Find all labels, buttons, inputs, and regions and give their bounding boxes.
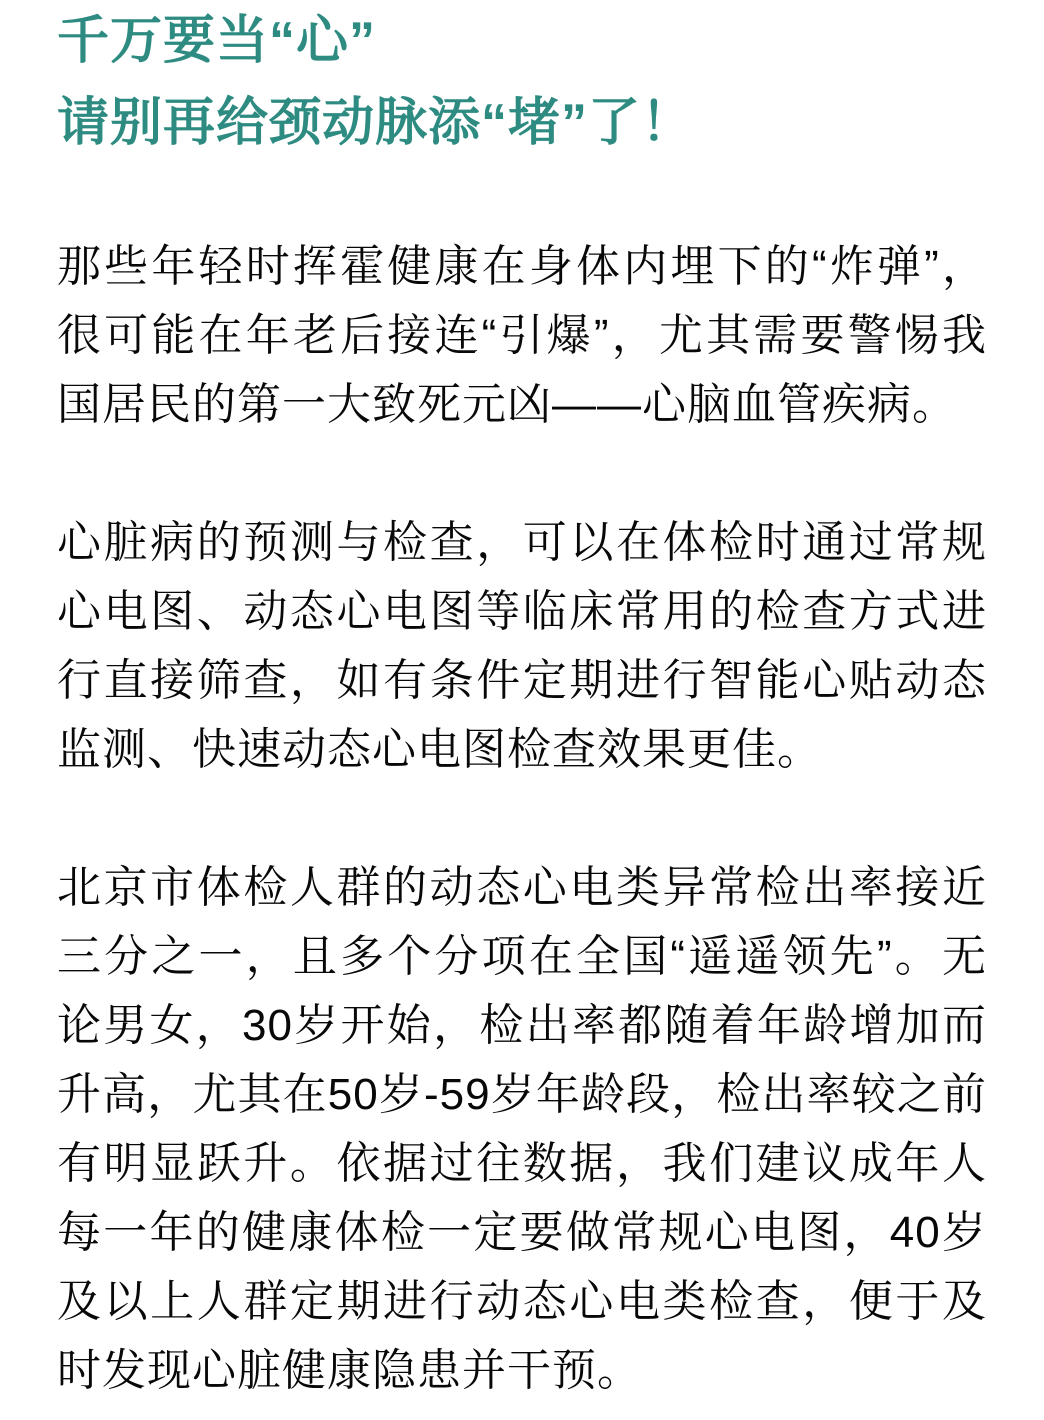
article-title-line2: 请别再给颈动脉添“堵”了！ <box>57 94 695 152</box>
article-title-line1: 千万要当“心” <box>57 12 377 70</box>
paragraph-beijing-statistics-advice: 北京市体检人群的动态心电类异常检出率接近三分之一，且多个分项在全国“遥遥领先”。无论男女，30岁开始，检出率都随着年龄增加而升高，尤其在50岁-59岁年龄段，检出率较之前有明显跃升。依据过往数据，我们建议成年人每一年的健康体检一定要做常规心电图，40岁及以上人群定期进行动态心电类检查，便于及时发现心脏健康隐患并干预。 <box>57 863 987 1395</box>
article-title <box>57 0 987 164</box>
paragraph-intro-bomb-metaphor: 那些年轻时挥霍健康在身体内埋下的“炸弹”，很可能在年老后接连“引爆”，尤其需要警惕我国居民的第一大致死元凶——心脑血管疾病。 <box>57 242 987 429</box>
paragraph-screening-methods: 心脏病的预测与检查，可以在体检时通过常规心电图、动态心电图等临床常用的检查方式进行直接筛查，如有条件定期进行智能心贴动态监测、快速动态心电图检查效果更佳。 <box>57 518 987 774</box>
